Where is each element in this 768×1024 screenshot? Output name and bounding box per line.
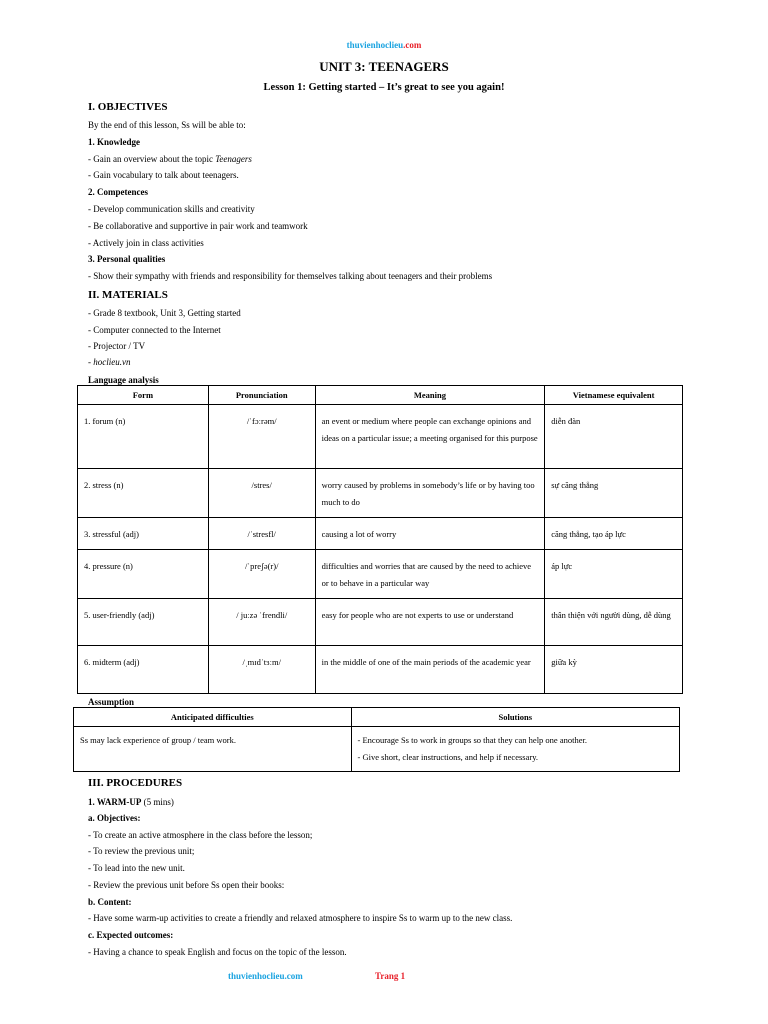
personal-qualities-heading: 3. Personal qualities — [88, 254, 166, 264]
cell-form: 3. stressful (adj) — [78, 518, 209, 550]
expected-outcomes-heading: c. Expected outcomes: — [88, 930, 174, 940]
personal-qualities-item-1: - Show their sympathy with friends and responsibility for themselves talking about teenagers and their problems — [88, 271, 493, 281]
warmup-objective-2: - To review the previous unit; — [88, 846, 195, 856]
solution-item-2: - Give short, clear instructions, and help if necessary. — [357, 752, 539, 762]
knowledge-item-2: - Gain vocabulary to talk about teenagers. — [88, 170, 239, 180]
cell-difficulty: Ss may lack experience of group / team work. — [74, 727, 352, 772]
knowledge-item-1 — [88, 154, 252, 164]
cell-vietnamese: diễn đàn — [545, 405, 683, 469]
objectives-intro: By the end of this lesson, Ss will be able to: — [88, 120, 246, 130]
warmup-objectives-heading: a. Objectives: — [88, 813, 141, 823]
header-difficulties: Anticipated difficulties — [74, 708, 352, 727]
warmup-heading — [88, 797, 174, 807]
materials-heading: II. MATERIALS — [88, 289, 168, 301]
header-site-domain: .com — [403, 40, 422, 50]
cell-form: 5. user-friendly (adj) — [78, 599, 209, 646]
knowledge-heading: 1. Knowledge — [88, 137, 141, 147]
cell-pronunciation: /ˈpreʃə(r)/ — [208, 550, 315, 599]
table-header-row — [78, 386, 683, 405]
procedures-heading: III. PROCEDURES — [88, 777, 183, 789]
cell-meaning: causing a lot of worry — [315, 518, 545, 550]
warmup-title: 1. WARM-UP — [88, 797, 142, 807]
table-row — [78, 518, 683, 550]
footer-site: thuvienhoclieu.com — [228, 971, 303, 981]
competences-item-3: - Actively join in class activities — [88, 238, 204, 248]
unit-title: UNIT 3: TEENAGERS — [319, 59, 449, 74]
table-row — [78, 469, 683, 518]
cell-vietnamese: căng thẳng, tạo áp lực — [545, 518, 683, 550]
assumption-table — [73, 707, 680, 772]
header-vietnamese: Vietnamese equivalent — [545, 386, 683, 405]
cell-form: 1. forum (n) — [78, 405, 209, 469]
materials-item-2: - Computer connected to the Internet — [88, 325, 221, 335]
materials-item-4 — [88, 357, 131, 367]
header-site-name: thuvienhoclieu — [346, 40, 404, 50]
cell-form: 4. pressure (n) — [78, 550, 209, 599]
competences-item-1: - Develop communication skills and creativity — [88, 204, 255, 214]
cell-meaning: in the middle of one of the main periods of the academic year — [315, 646, 545, 694]
cell-vietnamese: giữa kỳ — [545, 646, 683, 694]
competences-heading: 2. Competences — [88, 187, 148, 197]
table-row — [78, 599, 683, 646]
knowledge-item-1-text: - Gain an overview about the topic — [88, 154, 216, 164]
content-heading: b. Content: — [88, 897, 132, 907]
knowledge-item-1-topic: Teenagers — [215, 154, 252, 164]
assumption-label: Assumption — [88, 697, 135, 707]
language-analysis-table — [77, 385, 683, 694]
content-item-1: - Have some warm-up activities to create a friendly and relaxed atmosphere to inspire Ss to warm up to the new class. — [88, 913, 513, 923]
language-analysis-label: Language analysis — [88, 375, 159, 385]
table-row — [78, 550, 683, 599]
cell-form: 6. midterm (adj) — [78, 646, 209, 694]
cell-meaning: worry caused by problems in somebody’s life or by having too much to do — [315, 469, 545, 518]
objectives-heading: I. OBJECTIVES — [88, 101, 168, 113]
lesson-title: Lesson 1: Getting started – It’s great to see you again! — [263, 82, 505, 93]
cell-pronunciation: / juːzə ˈfrendli/ — [208, 599, 315, 646]
cell-vietnamese: thân thiện với người dùng, dễ dùng — [545, 599, 683, 646]
materials-item-3: - Projector / TV — [88, 341, 146, 351]
cell-pronunciation: /ˈfɔːrəm/ — [208, 405, 315, 469]
table-row — [78, 646, 683, 694]
warmup-time: (5 mins) — [141, 797, 174, 807]
header-form: Form — [78, 386, 209, 405]
cell-meaning: an event or medium where people can exchange opinions and ideas on a particular issue; a meeting organised for this purpose — [315, 405, 545, 469]
header-pronunciation: Pronunciation — [208, 386, 315, 405]
cell-pronunciation: /ˌmɪdˈtɜːm/ — [208, 646, 315, 694]
materials-item-4-prefix: - — [88, 357, 94, 367]
cell-pronunciation: /ˈstresfl/ — [208, 518, 315, 550]
footer-page-number: Trang 1 — [375, 971, 406, 981]
cell-meaning: easy for people who are not experts to use or understand — [315, 599, 545, 646]
header-solutions: Solutions — [351, 708, 679, 727]
warmup-objective-3: - To lead into the new unit. — [88, 863, 185, 873]
cell-vietnamese: áp lực — [545, 550, 683, 599]
table-row — [74, 727, 680, 772]
assumption-header-row — [74, 708, 680, 727]
warmup-objective-4: - Review the previous unit before Ss open their books: — [88, 880, 285, 890]
solution-item-1: - Encourage Ss to work in groups so that they can help one another. — [357, 735, 587, 745]
materials-item-1: - Grade 8 textbook, Unit 3, Getting started — [88, 308, 241, 318]
cell-pronunciation: /stres/ — [208, 469, 315, 518]
expected-outcomes-item-1: - Having a chance to speak English and focus on the topic of the lesson. — [88, 947, 347, 957]
cell-form: 2. stress (n) — [78, 469, 209, 518]
warmup-objective-1: - To create an active atmosphere in the class before the lesson; — [88, 830, 313, 840]
materials-item-4-link: hoclieu.vn — [93, 357, 131, 367]
header-meaning: Meaning — [315, 386, 545, 405]
cell-meaning: difficulties and worries that are caused by the need to achieve or to behave in a particular way — [315, 550, 545, 599]
cell-vietnamese: sự căng thẳng — [545, 469, 683, 518]
site-header — [0, 40, 768, 50]
cell-solutions — [351, 727, 679, 772]
competences-item-2: - Be collaborative and supportive in pair work and teamwork — [88, 221, 308, 231]
table-row — [78, 405, 683, 469]
